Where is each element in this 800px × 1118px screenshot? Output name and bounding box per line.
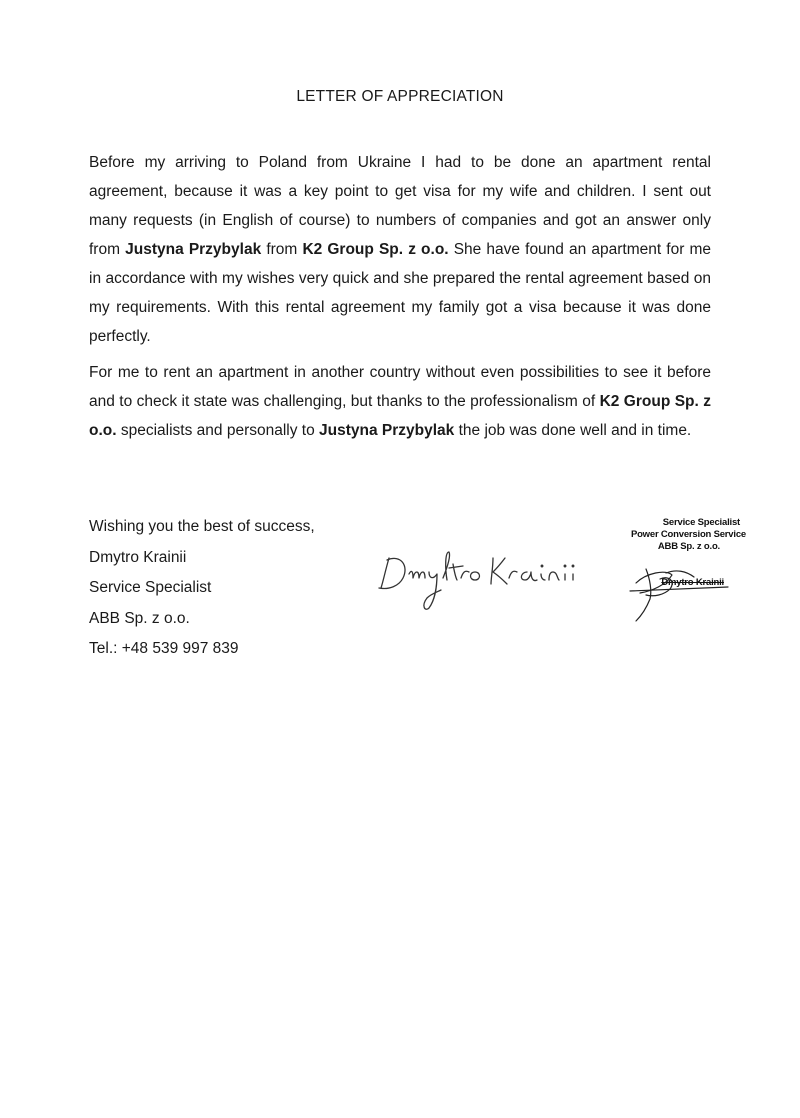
stamp-line-company: ABB Sp. z o.o. (657, 541, 720, 552)
closing-block (89, 512, 315, 665)
paragraph-2-name-bold: Justyna Przybylak (319, 422, 455, 439)
paragraph-2-company-bold: K2 Group Sp. z o.o. (89, 393, 711, 439)
sender-name: Dmytro Krainii (89, 548, 187, 566)
stamp-line-position: Service Specialist (662, 517, 740, 528)
paragraph-2-text-c: the job was done well and in time. (454, 422, 692, 439)
sender-phone: Tel.: +48 539 997 839 (89, 640, 239, 657)
sender-position: Service Specialist (89, 579, 212, 596)
paragraph-1-text-b: from (261, 241, 303, 258)
paragraph-1 (89, 148, 711, 351)
paragraph-2-text-b: specialists and personally to (116, 422, 320, 439)
closing-greeting: Wishing you the best of success, (89, 518, 315, 535)
handwritten-signature (375, 538, 605, 628)
paragraph-1-text-a: Before my arriving to Poland from Ukraine I had to be done an apartment rental agreement, because it was a key point to get visa for my wife and children. I sent out many requests (in English of course) to numbers of companies and got an answer only from (89, 154, 711, 258)
company-stamp (606, 513, 756, 623)
paragraph-2 (89, 358, 711, 445)
letter-title: LETTER OF APPRECIATION (296, 88, 504, 105)
paragraph-1-company-bold: K2 Group Sp. z o.o. (302, 241, 449, 258)
paragraph-1-text-c: She have found an apartment for me in accordance with my wishes very quick and she prepared the rental agreement based on my requirements. With this rental agreement my family got a visa because it was done perfectly. (89, 241, 712, 345)
stamp-line-name: Dmytro Krainii (661, 577, 724, 588)
paragraph-2-text-a: For me to rent an apartment in another country without even possibilities to see it before and to check it state was challenging, but thanks to the professionalism of (89, 364, 711, 410)
stamp-line-department: Power Conversion Service (630, 529, 746, 540)
paragraph-1-name-bold: Justyna Przybylak (125, 241, 262, 258)
stamp-signature-scribble (606, 539, 756, 623)
sender-company: ABB Sp. z o.o. (89, 609, 190, 627)
